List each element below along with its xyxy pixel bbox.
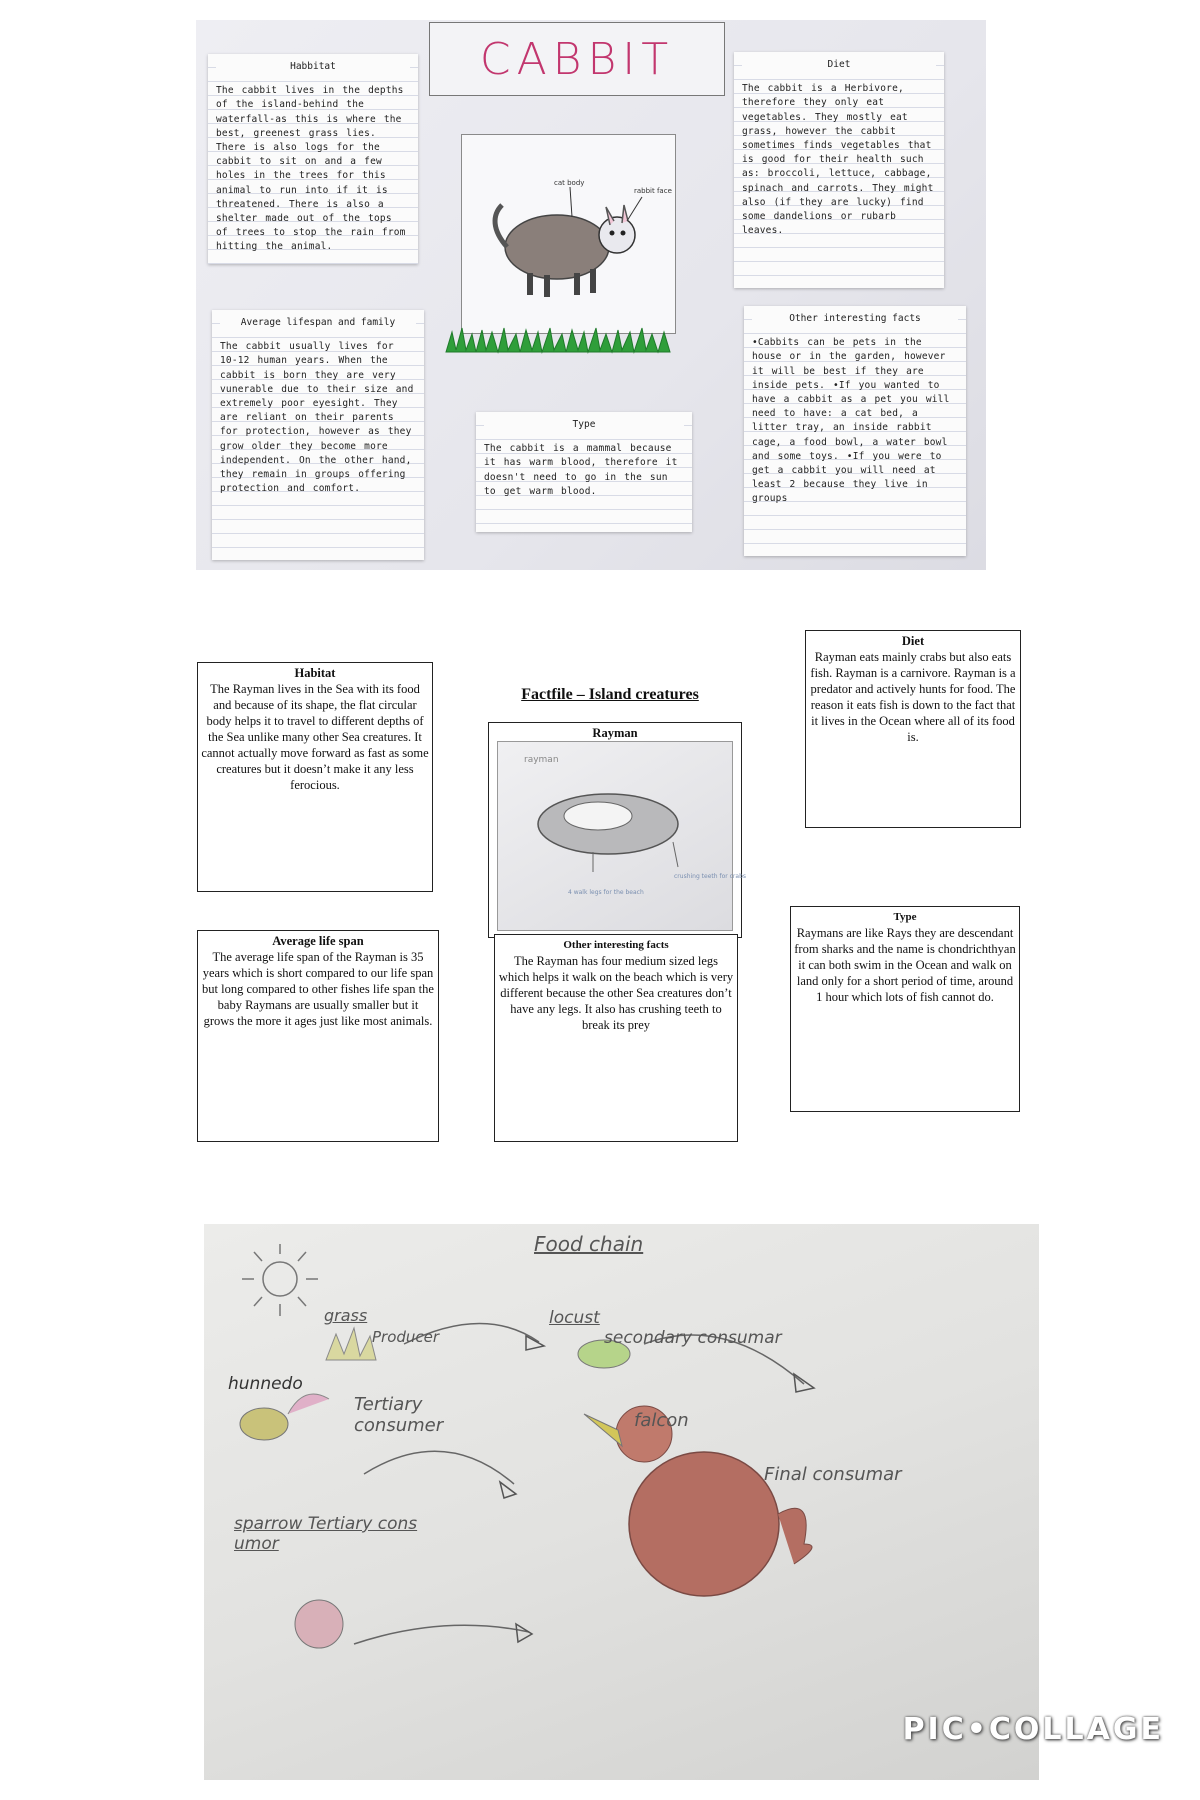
habitat-heading: Habbitat xyxy=(216,60,410,74)
sparrow-label: sparrow Tertiary cons umor xyxy=(234,1514,418,1554)
rayman-habitat-box xyxy=(197,662,433,892)
falcon-label: falcon xyxy=(634,1410,689,1431)
habitat-note xyxy=(208,54,418,264)
rayman-legs-annotation: 4 walk legs for the beach xyxy=(568,889,644,896)
falcon-body xyxy=(629,1452,779,1596)
rayman-lifespan-text: The average life span of the Rayman is 35 years which is short compared to our life span but long compared to other fishes life span the baby Raymans are usually smaller but it grows the more it ages just like most animals. xyxy=(202,950,434,1028)
rayman-photo-box xyxy=(488,722,747,938)
rayman-photo-heading: Rayman xyxy=(592,726,638,740)
lifespan-note xyxy=(212,310,424,560)
lifespan-heading: Average lifespan and family xyxy=(220,316,416,330)
arrow-line xyxy=(354,1625,529,1644)
tertiary-consumer-label: Tertiary consumer xyxy=(354,1394,444,1436)
hunnedo-icon xyxy=(240,1408,288,1440)
pic-collage-watermark: PIC•COLLAGE xyxy=(902,1712,1164,1747)
food-chain-title: Food chain xyxy=(534,1232,644,1256)
poster-title-box xyxy=(429,22,725,96)
rayman-pointer xyxy=(673,842,678,867)
cabbit-head xyxy=(599,217,635,253)
label-pointer xyxy=(627,197,642,221)
cat-body-label: cat body xyxy=(554,179,585,187)
rayman-illustration xyxy=(498,742,747,932)
sun-icon xyxy=(263,1262,297,1296)
rayman-lifespan-box xyxy=(197,930,439,1142)
rayman-marking xyxy=(564,802,632,830)
rayman-diet-heading: Diet xyxy=(901,634,925,648)
type-text: The cabbit is a mammal because it has warm blood, therefore it doesn't need to go in the sun to get warm blood. xyxy=(484,443,678,497)
hunnedo-wing xyxy=(288,1394,329,1414)
arrow-head-icon xyxy=(794,1374,814,1392)
lifespan-text: The cabbit usually lives for 10-12 human years. When the cabbit is born they are very vunerable due to their size and extremely poor eyesight. They are reliant on their parents for protection, however as they grow older they become more independent. On the other hand, they remain in groups offering protection and comfort. xyxy=(220,341,414,495)
cabbit-leg xyxy=(574,273,580,295)
arrow-head-icon xyxy=(526,1336,544,1350)
rayman-habitat-heading: Habitat xyxy=(294,666,336,680)
rayman-teeth-annotation: crushing teeth for crabs xyxy=(674,873,747,880)
rayman-diet-text: Rayman eats mainly crabs but also eats fish. Rayman is a carnivore. Rayman is a predator and actively hunts for food. The reason it eats fish is down to the fact that it lives in the Ocean where all of its food is. xyxy=(810,650,1016,744)
cabbit-illustration xyxy=(462,135,677,335)
diet-text: The cabbit is a Herbivore, therefore they only eat vegetables. They mostly eat grass, however the cabbit sometimes finds vegetables that is good for their health such as: broccoli, lettuce, cabbage, spinach and carrots. They might also (if they are lucky) find some dandelions or rubarb leaves. xyxy=(742,83,934,237)
grass-strokes xyxy=(446,328,670,352)
falcon-beak xyxy=(584,1414,622,1446)
cabbit-leg xyxy=(544,275,550,297)
diet-heading: Diet xyxy=(742,58,936,72)
rayman-lifespan-heading: Average life span xyxy=(272,934,364,948)
facts-note xyxy=(744,306,966,556)
factfile-title: Factfile – Island creatures xyxy=(521,686,699,703)
facts-heading: Other interesting facts xyxy=(752,312,958,326)
facts-text: •Cabbits can be pets in the house or in the garden, however it will be best if they are inside pets. •If you wanted to have a cabbit as a pet you will need to have: a cat bed, a litter tray, an inside rabbit cage, a food bowl, a water bowl and some toys. •If you were to get a cabbit you will need at least 2 because they live in groups xyxy=(752,337,950,505)
arrow-line xyxy=(364,1451,514,1484)
rayman-type-heading: Type xyxy=(893,911,917,923)
rayman-facts-box xyxy=(494,934,738,1142)
final-consumer-label: Final consumar xyxy=(764,1464,902,1485)
sparrow-icon xyxy=(295,1600,343,1648)
rayman-facts-text: The Rayman has four medium sized legs which helps it walk on the beach which is very different because the other Sea creatures don’t have any legs. It also has crushing teeth to break its prey xyxy=(498,954,734,1032)
sun-rays xyxy=(242,1244,318,1316)
rayman-photo xyxy=(497,741,747,931)
secondary-consumer-label: secondary consumar xyxy=(604,1328,782,1348)
rayman-label: rayman xyxy=(524,755,559,765)
rayman-diet-box xyxy=(805,630,1021,828)
grass-label: grass xyxy=(324,1306,368,1325)
rayman-type-text: Raymans are like Rays they are descendant from sharks and the name is chondrichthyan it can both swim in the Ocean and walk on land only for a short period of time, around 1 hour which lots of fish cannot do. xyxy=(794,926,1016,1004)
cabbit-eye-left xyxy=(610,231,615,236)
cabbit-poster-photo xyxy=(196,20,986,570)
cabbit-leg xyxy=(590,269,596,293)
rayman-habitat-text: The Rayman lives in the Sea with its food and because of its shape, the flat circular body helps it to travel to different depths of the Sea unlike many other Sea creatures. It cannot actually move forward as fast as some creatures but it doesn’t make it any less ferocious. xyxy=(201,682,429,792)
grass-icon xyxy=(326,1328,376,1360)
locust-label: locust xyxy=(549,1308,600,1328)
diet-note xyxy=(734,52,944,288)
type-heading: Type xyxy=(484,418,684,432)
rayman-facts-heading: Other interesting facts xyxy=(563,939,669,951)
type-note xyxy=(476,412,692,532)
poster-title: CABBIT xyxy=(479,33,675,85)
cabbit-leg xyxy=(527,273,533,295)
rayman-type-box xyxy=(790,906,1020,1112)
cabbit-eye-right xyxy=(621,231,626,236)
hunnedo-label: hunnedo xyxy=(228,1374,303,1394)
producer-label: Producer xyxy=(372,1328,440,1346)
label-pointer xyxy=(570,187,572,217)
cabbit-drawing xyxy=(461,134,676,334)
falcon-tail xyxy=(778,1508,812,1564)
rabbit-face-label: rabbit face xyxy=(634,187,672,195)
habitat-text: The cabbit lives in the depths of the island-behind the waterfall-as this is where the best, greenest grass lies. There is also logs for the cabbit to sit on and a few holes in the trees for this animal to run into if it is threatened. There is also a shelter made out of the tops of trees to stop the rain from hitting the animal. xyxy=(216,85,406,253)
arrow-head-icon xyxy=(516,1624,532,1642)
grass-drawing xyxy=(446,322,676,358)
